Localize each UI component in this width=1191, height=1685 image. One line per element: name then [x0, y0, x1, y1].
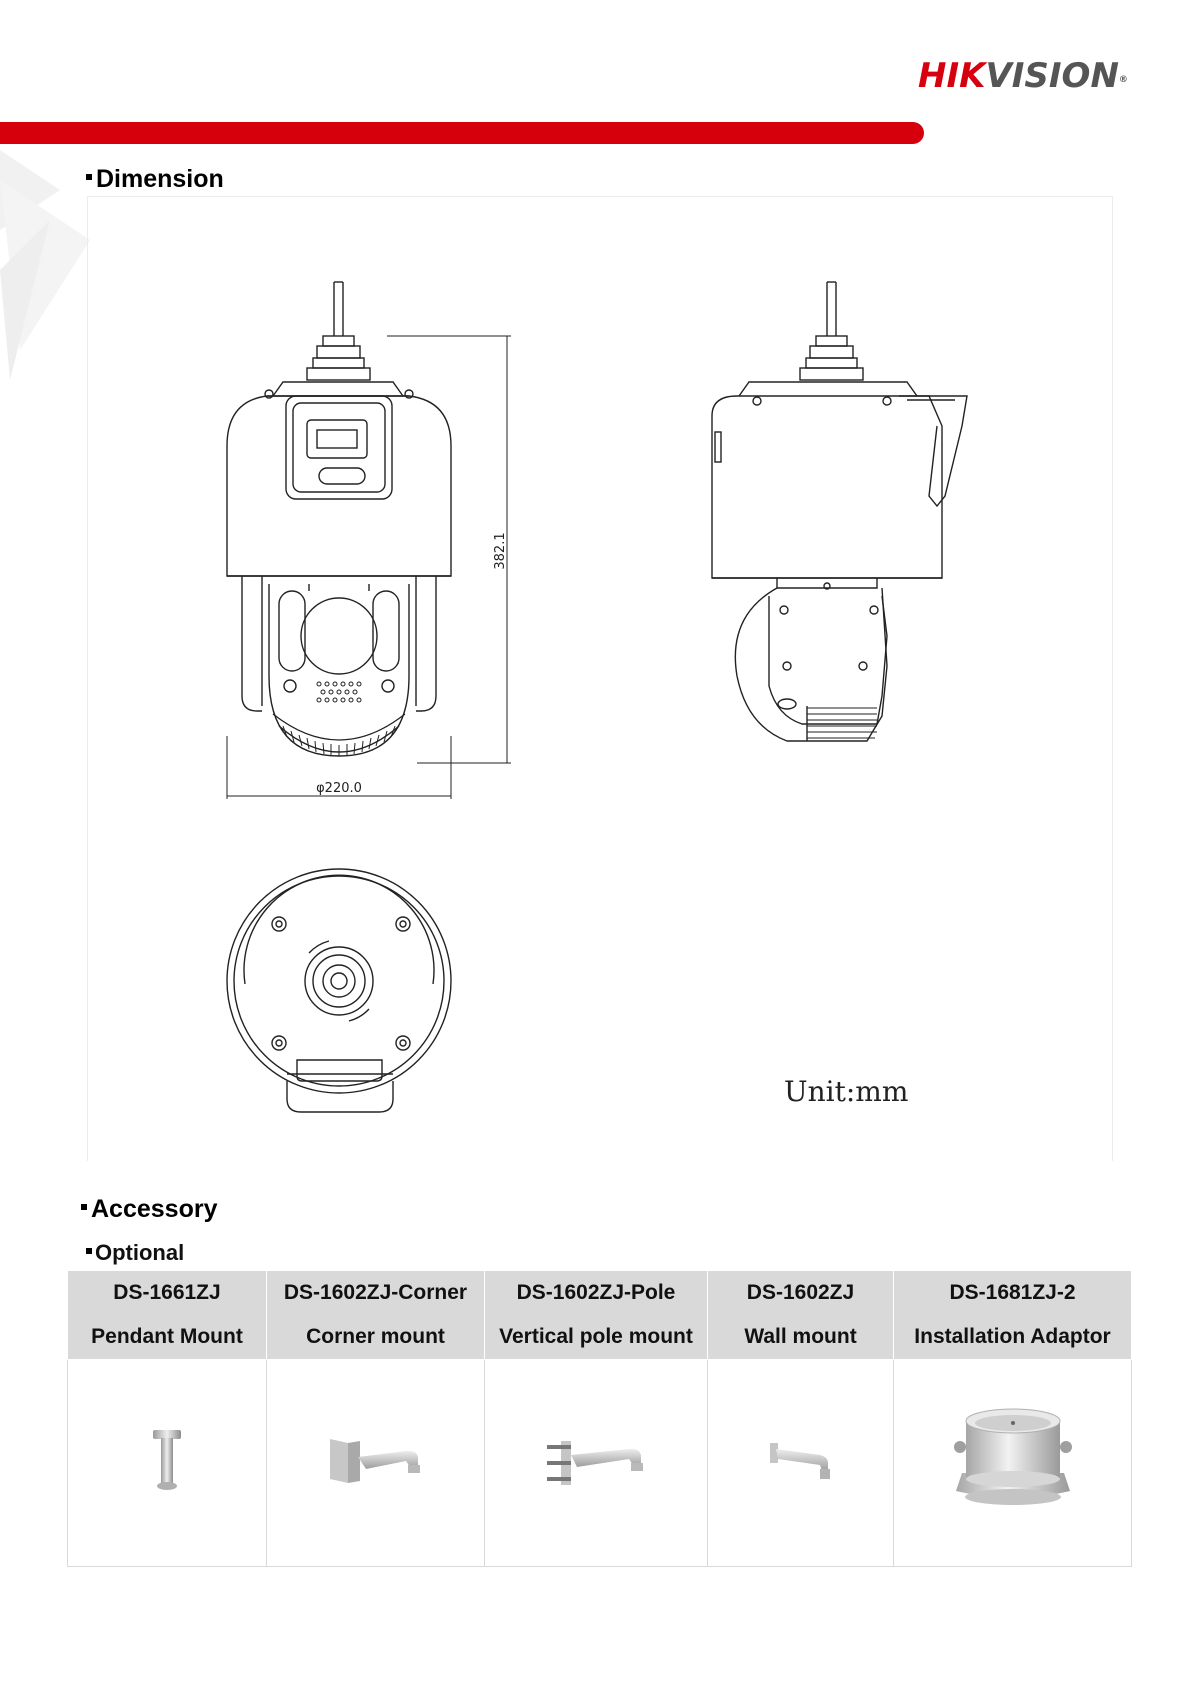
header-red-bar [0, 122, 924, 144]
accessory-cell [267, 1271, 485, 1360]
front-view-drawing [227, 282, 511, 799]
accessory-heading: Accessory [81, 1195, 217, 1224]
accessory-table [67, 1270, 1132, 1567]
optional-heading: Optional [86, 1240, 184, 1266]
accessory-cell [485, 1271, 708, 1360]
accessory-cell [708, 1271, 894, 1360]
accessory-cell [894, 1271, 1132, 1360]
bullet-square-icon [81, 1204, 87, 1210]
accessory-model: DS-1602ZJ-Corner [283, 1281, 468, 1304]
accessory-image-cell [267, 1360, 485, 1567]
corner-mount-icon [326, 1435, 426, 1487]
accessory-image-cell [894, 1360, 1132, 1567]
wall-mount-icon [766, 1437, 836, 1485]
accessory-image-cell [708, 1360, 894, 1567]
accessory-header-row [68, 1271, 1132, 1360]
accessory-description: Wall mount [744, 1325, 857, 1348]
accessory-description: Vertical pole mount [499, 1325, 693, 1348]
accessory-image-cell [68, 1360, 267, 1567]
height-dimension-label: 382.1 [493, 532, 508, 570]
accessory-image-row [68, 1360, 1132, 1567]
pole-mount-icon [541, 1431, 651, 1491]
accessory-model: DS-1602ZJ [746, 1281, 855, 1304]
accessory-description: Corner mount [306, 1325, 445, 1348]
accessory-description: Installation Adaptor [914, 1325, 1111, 1348]
diameter-dimension-label: φ220.0 [316, 781, 362, 796]
accessory-image-cell [485, 1360, 708, 1567]
installation-adaptor-icon [948, 1401, 1078, 1521]
bullet-square-icon [86, 174, 92, 180]
pendant-mount-icon [147, 1426, 187, 1496]
decorative-side-shapes [0, 150, 90, 380]
accessory-description: Pendant Mount [91, 1325, 243, 1348]
dimension-heading: Dimension [86, 165, 224, 194]
accessory-cell [68, 1271, 267, 1360]
bullet-square-icon [86, 1248, 92, 1254]
accessory-model: DS-1661ZJ [113, 1281, 221, 1304]
accessory-model: DS-1681ZJ-2 [949, 1281, 1076, 1304]
side-view-drawing [712, 282, 967, 741]
unit-label: Unit:mm [784, 1075, 909, 1108]
accessory-model: DS-1602ZJ-Pole [516, 1281, 676, 1304]
top-view-drawing [227, 869, 451, 1112]
dimension-drawing [87, 196, 1111, 1160]
hikvision-logo: HIKVISION® [918, 56, 1128, 96]
